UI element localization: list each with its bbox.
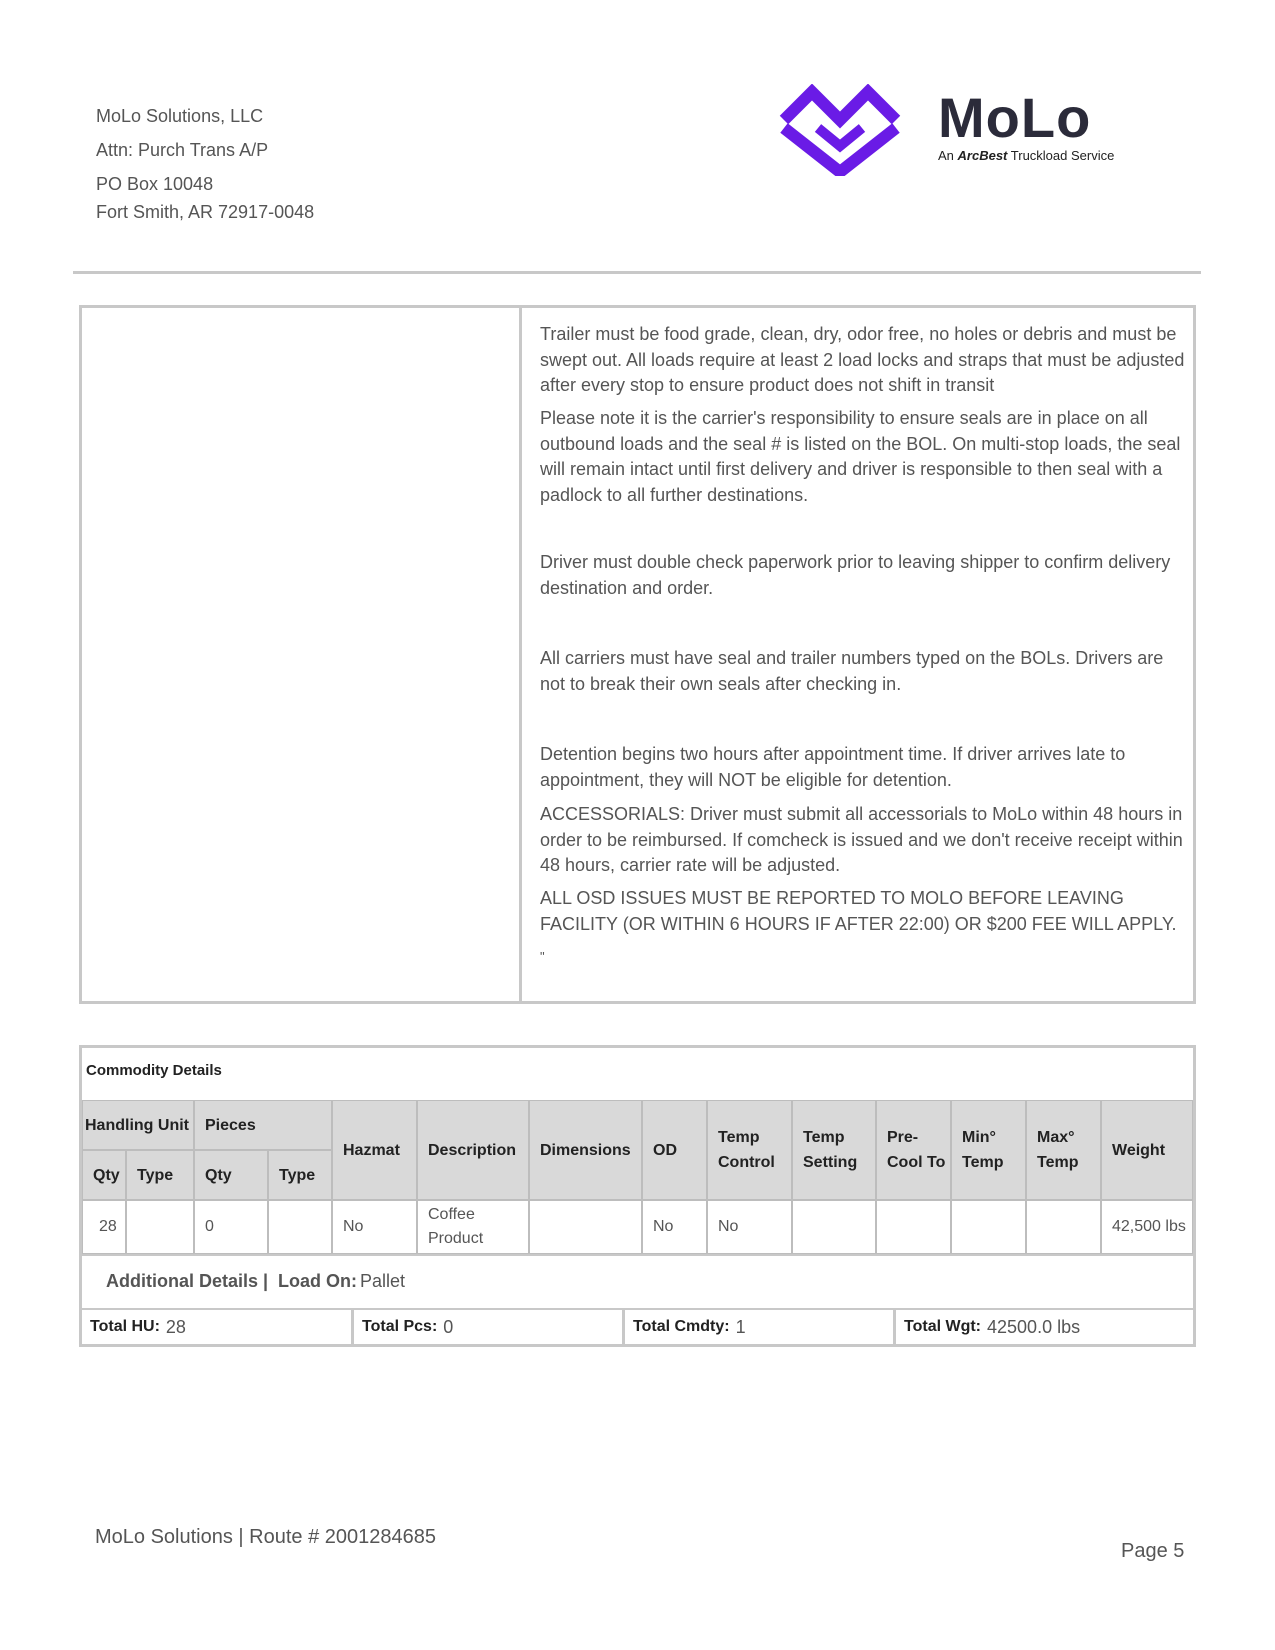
- note-detention: Detention begins two hours after appointment time. If driver arrives late to appointment, they will NOT be eligible for detention.: [540, 744, 1126, 790]
- logo-tag-prefix: An: [938, 148, 954, 163]
- additional-details-row: [82, 1254, 1193, 1310]
- note-seal-numbers: All carriers must have seal and trailer numbers typed on the BOLs. Drivers are not to break their own seals after checking in.: [540, 648, 1164, 694]
- total-hu-value: 28: [165, 1316, 186, 1337]
- total-cmdty-value: 1: [735, 1316, 746, 1337]
- cell-max-temp: [1026, 1200, 1101, 1254]
- cell-temp-control: No: [707, 1200, 792, 1254]
- header-pieces: Pieces: [194, 1100, 332, 1150]
- header-divider: [73, 271, 1201, 274]
- cell-dimensions: [529, 1200, 642, 1254]
- cell-pieces-type: [268, 1200, 332, 1254]
- total-pcs-label: Total Pcs:: [362, 1318, 438, 1335]
- notes-column-divider: [519, 308, 522, 1001]
- note-seal-responsibility: Please note it is the carrier's responsibility to ensure seals are in place on all outbound loads and the seal # is listed on the BOL. On multi-stop loads, the seal will remain intact until first delivery and driver is responsible to then seal with a padlock to all further destinations.: [540, 408, 1181, 505]
- header-weight: Weight: [1101, 1100, 1193, 1200]
- header-od: OD: [642, 1100, 707, 1200]
- header-pre-cool-to: Pre-Cool To: [876, 1100, 951, 1200]
- cell-pre-cool-to: [876, 1200, 951, 1254]
- header-hu-qty: Qty: [82, 1150, 126, 1200]
- cell-temp-setting: [792, 1200, 876, 1254]
- footer-page-number: Page 5: [1121, 1540, 1185, 1562]
- cell-hu-qty: 28: [82, 1200, 126, 1254]
- carrier-instructions-box: [79, 305, 1196, 1004]
- logo-wordmark: MoLo: [938, 86, 1092, 149]
- header-hu-type: Type: [126, 1150, 194, 1200]
- commodity-details-title: Commodity Details: [86, 1062, 222, 1079]
- address-attn: Attn: Purch Trans A/P: [96, 140, 269, 160]
- total-cmdty: [625, 1310, 896, 1344]
- logo-tag-brand: ArcBest: [957, 148, 1008, 163]
- header-dimensions: Dimensions: [529, 1100, 642, 1200]
- cell-weight: 42,500 lbs: [1101, 1200, 1193, 1254]
- load-on-value: Pallet: [360, 1271, 406, 1291]
- header-description: Description: [417, 1100, 529, 1200]
- address-po-box: PO Box 10048: [96, 174, 214, 194]
- footer-route: MoLo Solutions | Route # 2001284685: [95, 1526, 437, 1548]
- header-handling-unit: Handling Unit: [82, 1100, 194, 1150]
- header-pieces-type: Type: [268, 1150, 332, 1200]
- cell-min-temp: [951, 1200, 1026, 1254]
- address-company: MoLo Solutions, LLC: [96, 106, 264, 126]
- cell-description: Coffee Product: [417, 1200, 529, 1254]
- total-wgt-value: 42500.0 lbs: [987, 1316, 1081, 1337]
- header-temp-control: Temp Control: [707, 1100, 792, 1200]
- total-wgt: [896, 1310, 1193, 1344]
- note-trailing-quote: ": [540, 949, 545, 964]
- header-max-temp: Max° Temp: [1026, 1100, 1101, 1200]
- header-hazmat: Hazmat: [332, 1100, 417, 1200]
- total-pcs-value: 0: [443, 1316, 454, 1337]
- logo-tag-suffix: Truckload Service: [1010, 148, 1115, 163]
- load-on-label: Load On:: [278, 1271, 357, 1291]
- molo-logo-mark-icon: [778, 84, 910, 176]
- note-osd-issues: ALL OSD ISSUES MUST BE REPORTED TO MOLO BEFORE LEAVING FACILITY (OR WITHIN 6 HOURS IF AFTER 22:00) OR $200 FEE WILL APPLY.: [540, 888, 1177, 934]
- note-trailer-requirements: Trailer must be food grade, clean, dry, odor free, no holes or debris and must be swept out. All loads require at least 2 load locks and straps that must be adjusted after every stop to ensure product does not shift in transit: [540, 324, 1185, 395]
- total-pcs: [354, 1310, 625, 1344]
- cell-hazmat: No: [332, 1200, 417, 1254]
- additional-details-label: Additional Details |: [106, 1271, 269, 1291]
- cell-od: No: [642, 1200, 707, 1254]
- total-cmdty-label: Total Cmdty:: [633, 1318, 730, 1335]
- header-min-temp: Min° Temp: [951, 1100, 1026, 1200]
- total-hu: [82, 1310, 354, 1344]
- totals-row: [82, 1310, 1193, 1344]
- header-temp-setting: Temp Setting: [792, 1100, 876, 1200]
- address-city: Fort Smith, AR 72917-0048: [96, 202, 315, 222]
- total-wgt-label: Total Wgt:: [904, 1318, 982, 1335]
- header-pieces-qty: Qty: [194, 1150, 268, 1200]
- cell-hu-type: [126, 1200, 194, 1254]
- total-hu-label: Total HU:: [90, 1318, 160, 1335]
- molo-logo: [778, 84, 1150, 176]
- logo-tagline: [938, 148, 1114, 163]
- note-paperwork-check: Driver must double check paperwork prior to leaving shipper to confirm delivery destination and order.: [540, 552, 1171, 598]
- cell-pieces-qty: 0: [194, 1200, 268, 1254]
- commodity-details-table: [79, 1045, 1196, 1347]
- note-accessorials: ACCESSORIALS: Driver must submit all accessorials to MoLo within 48 hours in order to be reimbursed. If comcheck is issued and we don't receive receipt within 48 hours, carrier rate will be adjusted.: [540, 804, 1183, 875]
